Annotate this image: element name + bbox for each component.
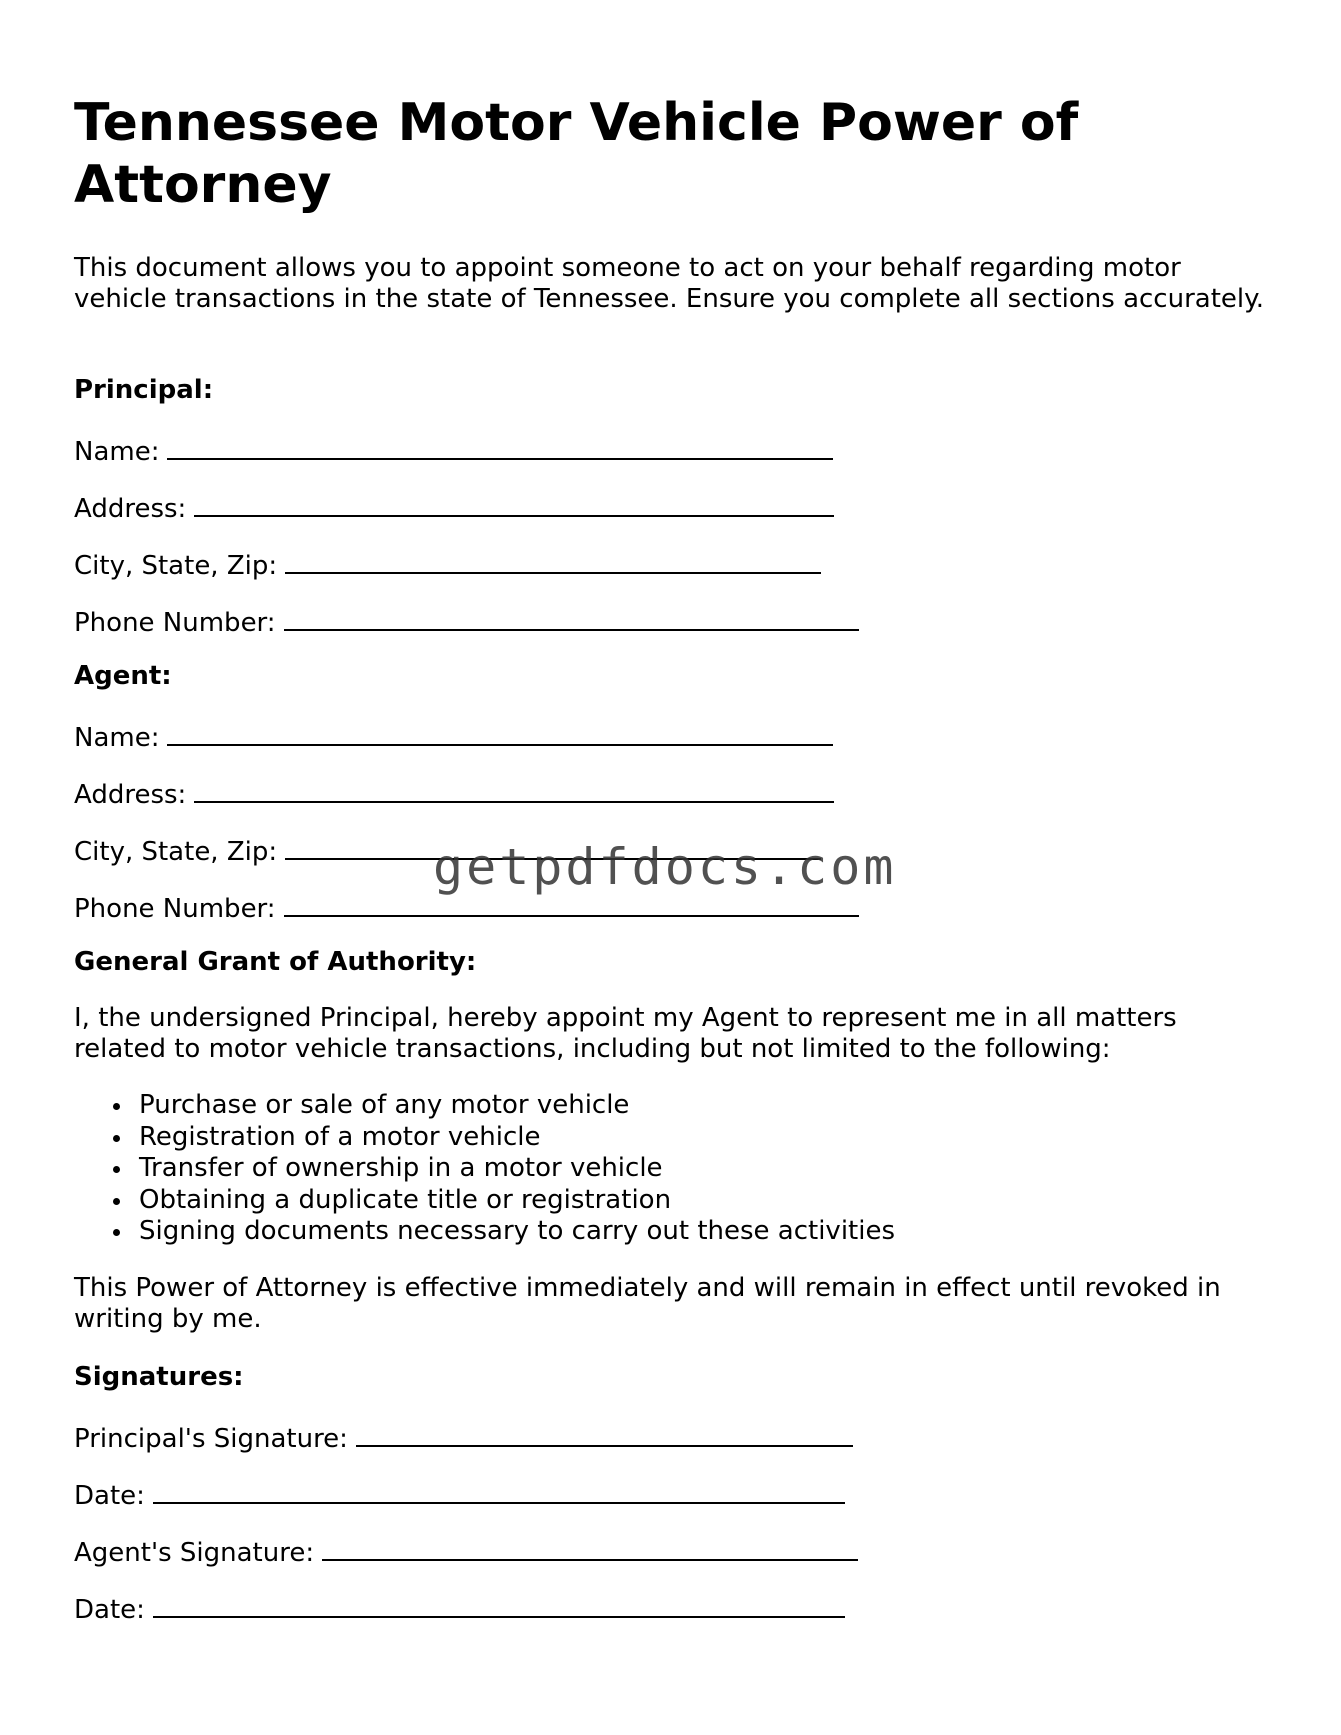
effective-paragraph: This Power of Attorney is effective immediately and will remain in effect until revoked in writing by me. — [74, 1273, 1221, 1334]
principal-city-label: City, State, Zip: — [74, 551, 278, 581]
watermark: getpdfdocs.com — [433, 838, 897, 896]
authority-heading: General Grant of Authority: — [74, 947, 477, 977]
list-item: Registration of a motor vehicle — [139, 1122, 895, 1154]
agent-date-row — [74, 1590, 845, 1626]
principal-name-label: Name: — [74, 437, 160, 467]
signatures-heading: Signatures: — [74, 1362, 244, 1392]
list-item: Transfer of ownership in a motor vehicle — [139, 1153, 895, 1185]
list-item: Purchase or sale of any motor vehicle — [139, 1090, 895, 1122]
principal-heading: Principal: — [74, 375, 214, 405]
principal-name-row — [74, 432, 833, 468]
principal-city-field[interactable] — [285, 546, 821, 574]
agent-city-label: City, State, Zip: — [74, 837, 278, 867]
intro-paragraph: This document allows you to appoint someone to act on your behalf regarding motor vehicle transactions in the state of Tennessee. Ensure you complete all sections accurately. — [74, 253, 1265, 314]
principal-city-row — [74, 546, 821, 582]
agent-date-field[interactable] — [153, 1590, 845, 1618]
principal-phone-row — [74, 603, 859, 639]
list-item: Signing documents necessary to carry out these activities — [139, 1216, 896, 1246]
list-item: Obtaining a duplicate title or registration — [139, 1185, 895, 1217]
principal-date-row — [74, 1476, 845, 1512]
principal-date-label: Date: — [74, 1481, 145, 1511]
principal-phone-label: Phone Number: — [74, 608, 276, 638]
agent-signature-field[interactable] — [322, 1533, 858, 1561]
agent-date-label: Date: — [74, 1595, 145, 1625]
agent-address-field[interactable] — [194, 775, 834, 803]
principal-name-field[interactable] — [167, 432, 833, 460]
principal-address-row — [74, 489, 834, 525]
authority-paragraph: I, the undersigned Principal, hereby appoint my Agent to represent me in all matters related to motor vehicle transactions, including but not limited to the following: — [74, 1003, 1177, 1064]
agent-name-row — [74, 718, 833, 754]
principal-signature-row — [74, 1419, 853, 1455]
principal-date-field[interactable] — [153, 1476, 845, 1504]
agent-name-field[interactable] — [167, 718, 833, 746]
agent-phone-label: Phone Number: — [74, 894, 276, 924]
principal-signature-field[interactable] — [356, 1419, 853, 1447]
principal-address-field[interactable] — [194, 489, 834, 517]
agent-address-label: Address: — [74, 780, 187, 810]
principal-address-label: Address: — [74, 494, 187, 524]
agent-address-row — [74, 775, 834, 811]
document-title: Tennessee Motor Vehicle Power of Attorney — [74, 93, 1079, 215]
agent-signature-label: Agent's Signature: — [74, 1538, 315, 1568]
authority-list — [74, 1090, 895, 1248]
principal-signature-label: Principal's Signature: — [74, 1424, 348, 1454]
agent-name-label: Name: — [74, 723, 160, 753]
agent-signature-row — [74, 1533, 858, 1569]
agent-heading: Agent: — [74, 661, 172, 691]
principal-phone-field[interactable] — [284, 603, 859, 631]
